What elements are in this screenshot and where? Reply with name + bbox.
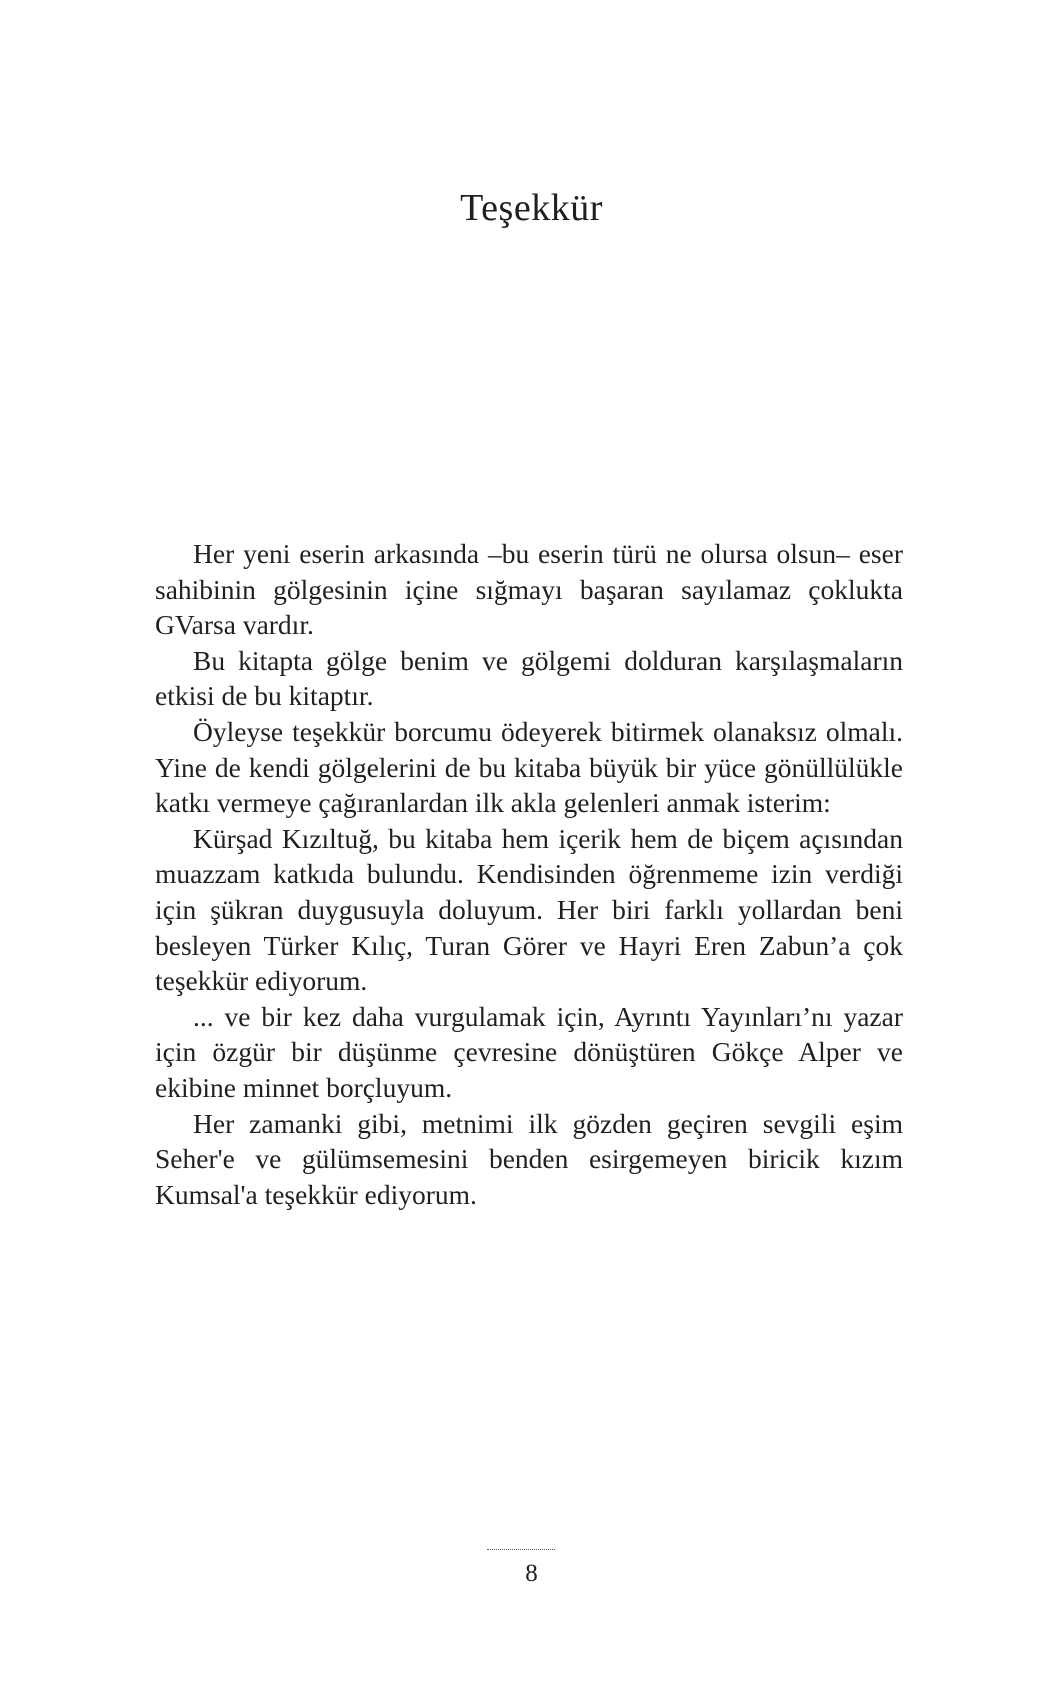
page-number: 8 (525, 1560, 538, 1587)
paragraph: Kürşad Kızıltuğ, bu kitaba hem içerik hem de biçem açısından muazzam katkıda bulundu. Kendisinden öğrenmeme izin verdiği için şükran duygusuyla doluyum. Her biri farklı yollardan beni besleyen Türker Kılıç, Turan Görer ve Hayri Eren Zabun’a çok teşekkür ediyorum. (155, 822, 903, 997)
footer-divider (487, 1549, 555, 1550)
paragraph: Bu kitapta gölge benim ve gölgemi dolduran karşılaşmaların etkisi de bu kitaptır. (155, 644, 903, 712)
paragraph: Öyleyse teşekkür borcumu ödeyerek bitirmek olanaksız olmalı. Yine de kendi gölgelerini de bu kitaba büyük bir yüce gönüllülükle katkı vermeye çağıranlardan ilk akla gelenleri anmak isterim: (155, 715, 903, 819)
paragraph: Her yeni eserin arkasında –bu eserin türü ne olursa olsun– eser sahibinin gölgesinin içine sığmayı başaran sayılamaz çoklukta GVarsa vardır. (155, 538, 903, 641)
paragraph: ... ve bir kez daha vurgulamak için, Ayrıntı Yayınları’nı yazar için özgür bir düşünme çevresine dönüştüren Gökçe Alper ve ekibine minnet borçluyum. (155, 1000, 903, 1103)
page-title: Teşekkür (460, 187, 603, 229)
paragraph: Her zamanki gibi, metnimi ilk gözden geçiren sevgili eşim Seher'e ve gülümsemesini benden esirgemeyen biricik kızım Kumsal'a teşekkür ediyorum. (155, 1107, 903, 1210)
acknowledgement-body (155, 536, 903, 1212)
